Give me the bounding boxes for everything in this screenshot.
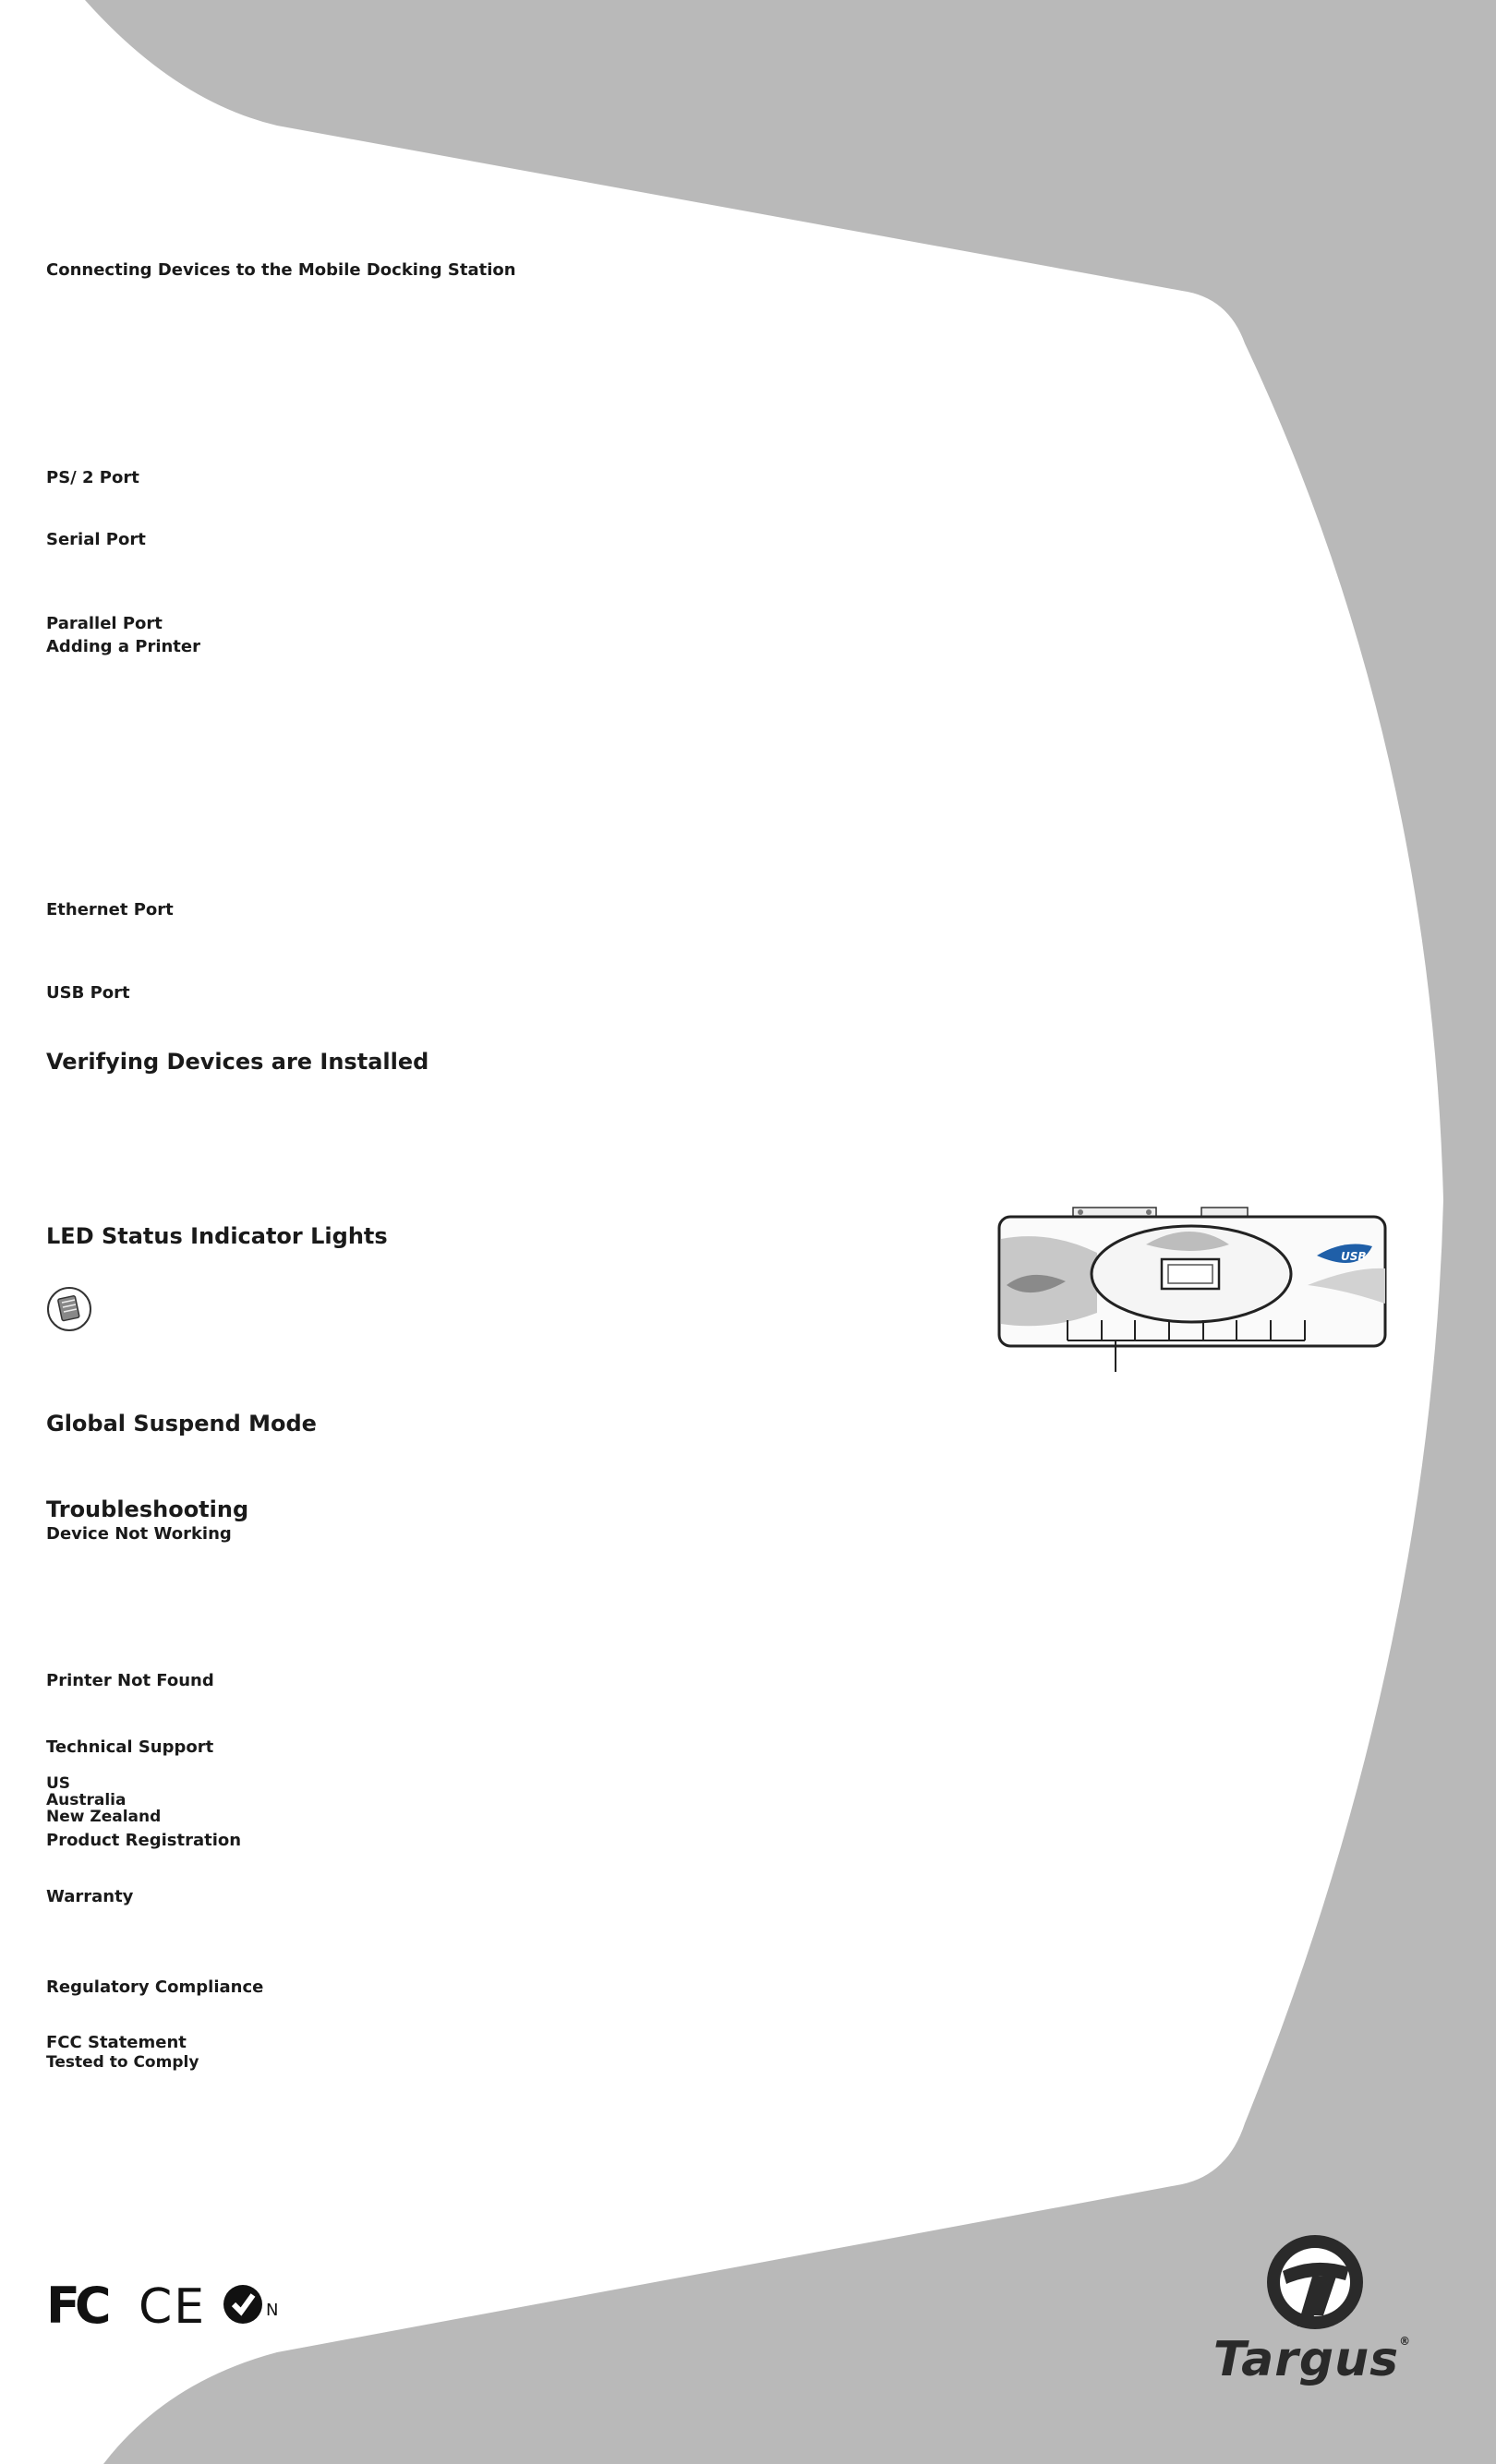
heading-fcc-statement: FCC Statement: [46, 2033, 187, 2052]
heading-verifying-devices: Verifying Devices are Installed: [46, 1049, 429, 1075]
heading-connecting-devices: Connecting Devices to the Mobile Docking Station: [46, 260, 516, 280]
c-tick-icon: [223, 2285, 262, 2324]
heading-adding-printer: Adding a Printer: [46, 637, 200, 656]
tested-to-comply: Tested to Comply: [46, 2053, 199, 2072]
c-tick-letter: N: [266, 2301, 279, 2320]
ce-mark: CE: [139, 2279, 207, 2332]
usb-badge: USB: [1341, 1250, 1367, 1263]
heading-serial-port: Serial Port: [46, 530, 146, 549]
heading-product-registration: Product Registration: [46, 1831, 242, 1850]
support-region-australia: Australia: [46, 1791, 127, 1809]
targus-emblem-icon: [1264, 2232, 1366, 2332]
support-region-new-zealand: New Zealand: [46, 1808, 162, 1826]
tip-note-icon: [46, 1286, 92, 1332]
heading-warranty: Warranty: [46, 1887, 134, 1906]
docking-station-illustration: [994, 1202, 1391, 1383]
targus-wordmark: Targus®: [1212, 2332, 1412, 2387]
heading-regulatory-compliance: Regulatory Compliance: [46, 1977, 264, 1997]
heading-technical-support: Technical Support: [46, 1737, 214, 1757]
heading-ethernet-port: Ethernet Port: [46, 900, 174, 919]
heading-global-suspend: Global Suspend Mode: [46, 1411, 317, 1436]
heading-usb-port: USB Port: [46, 983, 130, 1003]
heading-printer-not-found: Printer Not Found: [46, 1671, 214, 1690]
fc-mark: FC: [46, 2277, 106, 2332]
targus-logo: [1188, 2232, 1437, 2389]
support-region-us: US: [46, 1774, 71, 1793]
heading-troubleshooting: Troubleshooting: [46, 1496, 249, 1522]
certification-marks: [46, 2277, 286, 2332]
heading-led-status: LED Status Indicator Lights: [46, 1223, 388, 1249]
heading-device-not-working: Device Not Working: [46, 1524, 232, 1544]
heading-ps2-port: PS/ 2 Port: [46, 468, 139, 487]
heading-parallel-port: Parallel Port: [46, 614, 163, 633]
